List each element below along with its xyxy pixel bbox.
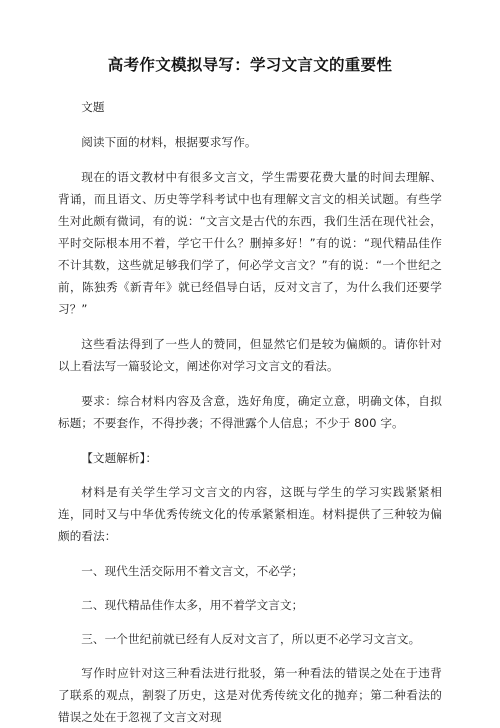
analysis-paragraph: 材料是有关学生学习文言文的内容，这既与学生的学习实践紧紧相连，同时又与中华优秀传统文化的传承紧紧相连。材料提供了三种较为偏颇的看法： [58, 485, 442, 543]
section-heading-prompt: 文题 [81, 100, 105, 114]
material-paragraph: 现在的语文教材中有很多文言文，学生需要花费大量的时间去理解、背诵，而且语文、历史等学科考试中也有理解文言文的相关试题。有些学生对此颇有微词，有的说：“文言文是古代的东西，我们生活在现代社会，平时交际根本用不着，学它干什么？删掉多好！”有的说：“现代精品佳作不计其数，这些就足够我们学了，何必学文言文？”有的说：“一个世纪之前，陈独秀《新青年》就已经倡导白话，反对文言了，为什么我们还要学习？” [58, 170, 442, 316]
instruction-paragraph: 阅读下面的材料，根据要求写作。 [81, 135, 257, 149]
requirements-paragraph: 要求：综合材料内容及含意，选好角度，确定立意，明确文体，自拟标题；不要套作，不得抄袭；不得泄露个人信息；不少于 800 字。 [58, 394, 442, 430]
view-two: 二、现代精品佳作太多，用不着学文言文； [81, 598, 304, 612]
analysis-heading: 【文题解析】： [81, 451, 158, 465]
task-paragraph: 这些看法得到了一些人的赞同，但显然它们是较为偏颇的。请你针对以上看法写一篇驳论文，阐述你对学习文言文的看法。 [58, 337, 442, 373]
writing-guidance-paragraph: 写作时应针对这三种看法进行批驳，第一种看法的错误之处在于违背了联系的观点，割裂了历史，这是对优秀传统文化的抛弃；第二种看法的错误之处在于忽视了文言文对现 [58, 666, 442, 724]
view-three: 三、一个世纪前就已经有人反对文言了，所以更不必学习文言文。 [81, 632, 421, 646]
view-one: 一、现代生活交际用不着文言文，不必学； [81, 564, 304, 578]
document-title: 高考作文模拟导写：学习文言文的重要性 [107, 56, 393, 74]
